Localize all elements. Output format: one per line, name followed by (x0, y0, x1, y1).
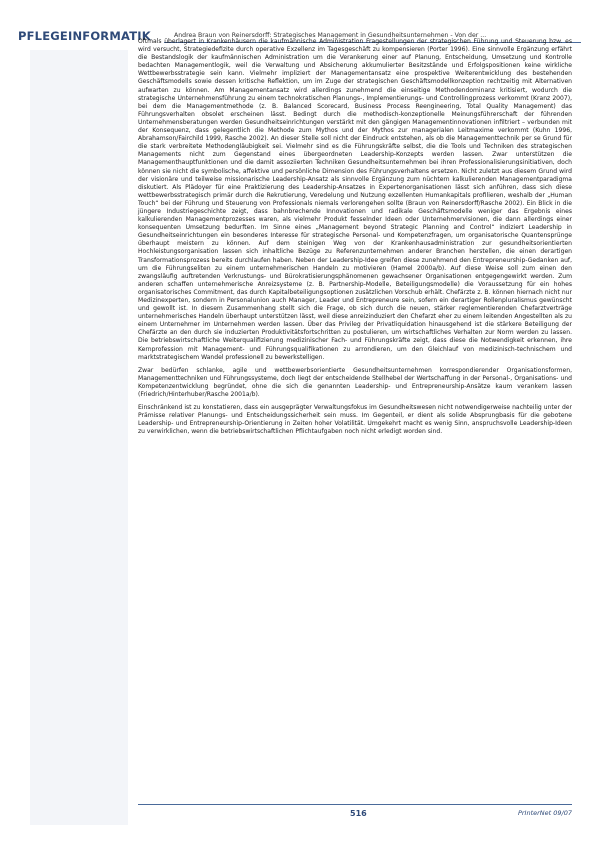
margin-column (30, 50, 128, 825)
paragraph: Zwar bedürfen schlanke, agile und wettbewerbsorientierte Gesundheitsunternehmen korrespondierender Organisationsformen, Managementtechniken und Führungssysteme, doch liegt der entscheidende Stellhebel der Wertschaffung in der Personal-, Organisations- und Kompetenzentwicklung begründet, ohne die sich die genannten Leadership- und Entrepreneurship-Ansätze kaum verankern lassen (Friedrich/Hinterhuber/Rasche 2001a/b). (138, 366, 572, 399)
page-footer (138, 804, 572, 824)
footer-rule (138, 804, 572, 805)
paragraph: Einschränkend ist zu konstatieren, dass ein ausgeprägter Verwaltungsfokus im Gesundheitswesen nicht notwendigerweise nachteilig unter der Prämisse relativer Planungs- und Entscheidungssicherheit sein muss. Im Gegenteil, er dient als solide Absprungbasis für die gebotene Leadership- und Entrepreneurship-Orientierung in Zeiten hoher Volatilität. Umgekehrt macht es wenig Sinn, anspruchsvolle Leadership-Ideen zu verwirklichen, wenn die betriebswirtschaftlichen Pflichtaufgaben noch nicht erledigt worden sind. (138, 404, 572, 436)
journal-brand: PFLEGEINFORMATIK (18, 29, 151, 43)
article-body (138, 38, 572, 442)
page-number: 516 (350, 809, 367, 818)
running-head: Andrea Braun von Reinersdorff: Strategisches Management in Gesundheitsunternehmen - Von der ... (174, 32, 487, 39)
journal-issue: PrInterNet 09/07 (517, 809, 572, 817)
paragraph: Oftmals überlagert in Krankenhäusern die kaufmännische Administration Fragestellungen der strategischen Führung und Steuerung bzw. es wird versucht, Strategiedefizite durch operative Exzellenz im Tagesgeschäft zu kompensieren (Porter 1996). Eine sinnvolle Ergänzung erfährt die Bestandslogik der kaufmännischen Administration um die Verankerung einer auf Planung, Entscheidung, Umsetzung und Kontrolle bedachten Managementlogik, weil die Verwaltung und Absicherung akkumulierter Besitzstände und Erfolgspositionen keine wirkliche Wettbewerbsstrategie sein kann. Vielmehr impliziert der Managementansatz eine prospektive Weiterentwicklung des bestehenden Geschäftsmodells sowie dessen kritische Reflektion, um im Zuge der strategischen Geschäftsmodellkonzeption rechtzeitig mit Alternativen aufwarten zu können. Am Managementansatz wird allerdings zunehmend die einseitige Methodendominanz kritisiert, wodurch die strategische Unternehmensführung zu einem technokratischen Planungs-, Implementierungs- und Controllingprozess verkommt (Kranz 2007), bei dem die Managementmethode (z. B. Balanced Scorecard, Business Process Reengineering, Total Quality Management) das Führungsverhalten obsolet erscheinen lässt. Bedingt durch die methodisch-konzeptionelle Meinungsführerschaft der führenden Unternehmensberatungen werden Gesundheitseinrichtungen verstärkt mit den gängigen Managementinnovationen infiltriert – verbunden mit der Konsequenz, dass gelegentlich die Methode zum Mythos und der Mythos zur managerialen Leitmaxime verkommt (Kuhn 1996, Abrahamson/Fairchild 1999, Rasche 2002). An dieser Stelle soll nicht der Eindruck entstehen, als ob die Managementtechnik per se Grund für die stark verbreitete Methodengläubigkeit sei. Vielmehr sind es die Führungskräfte selbst, die die Tools und Techniken des strategischen Managements nicht zum Gegenstand eines übergeordneten Leadership-Konzepts werden lassen. Zwar unterstützen die Managementhauptfunktionen und die damit assoziierten Techniken Gesundheitsunternehmen bei ihren Professionalisierungsinitiativen, doch können sie nicht die symbolische, affektive und persönliche Dimension des Führungsverhaltens ersetzen. Nicht zuletzt aus diesem Grund wird der visionäre und teilweise missionarische Leadership-Ansatz als sinnvolle Ergänzung zum nüchtern kalkulierenden Managementparadigma diskutiert. Als Plädoyer für eine Praktizierung des Leadership-Ansatzes in Expertenorganisationen lässt sich anführen, dass sich diese wettbewerbsstrategisch primär durch die Rekrutierung, Veredelung und Nutzung exzellenten Humankapitals profilieren, weshalb der „Human Touch“ bei der Führung und Steuerung von Professionals niemals verlorengehen sollte (Braun von Reinersdorff/Rasche 2002). Ein Blick in die jüngere Industriegeschichte zeigt, dass bahnbrechende Innovationen und radikale Geschäftsmodelle weniger das Ergebnis eines kalkulierenden Managementprozesses waren, als vielmehr Produkt fesselnder Ideen oder Unternehmervisionen, die dann allerdings einer konsequenten Umsetzung bedurften. Im Sinne eines „Management beyond Strategic Planning and Control“ indiziert Leadership in Gesundheitseinrichtungen ein besonderes Interesse für strategische Personal- und Kompetenzfragen, um organisatorische Quantensprünge überhaupt meistern zu können. Auf dem steinigen Weg von der Krankenhausadministration zur gesundheitsorientierten Hochleistungsorganisation lassen sich inhaltliche Bezüge zu Referenzunternehmen anderer Branchen herstellen, die einen derartigen Transformationsprozess bereits durchlaufen haben. Neben der Leadership-Idee greifen diese zunehmend den Entrepreneurship-Gedanken auf, um die Führungseliten zu einem unternehmerischen Handeln zu motivieren (Hamel 2000a/b). Auf diese Weise soll zum einen den zwangsläufig auftretenden Verkrustungs- und Bürokratisierungsphänomenen gewachsener Organisationen entgegengewirkt werden. Zum anderen schaffen unternehmerische Anreizsysteme (z. B. Partnership-Modelle, Beteiligungsmodelle) die Voraussetzung für ein hohes organisatorisches Commitment, das durch Kapitalbeteiligungsoptionen zusätzlichen Vorschub erhält. Chefärzte z. B. können hiernach nicht nur Medizinexperten, sondern in Personalunion auch Manager, Leader und Entrepreneure sein, sofern ein derartiger Rollenpluralismus gewünscht und gewollt ist. In diesem Zusammenhang stellt sich die Frage, ob sich durch die neuen, stärker reglementierenden Chefarztverträge unternehmerisches Handeln überhaupt unterstützen lässt, weil diese anreizinduziert den Chefarzt eher zu einem leitenden Angestellten als zu einem Unternehmer im Unternehmen werden lassen. Über das Privileg der Privatliquidation hinausgehend ist die stärkere Beteiligung der Chefärzte an den durch sie induzierten Produktivitätsfortschritten zu postulieren, um wirtschaftliches Verhalten zur Norm werden zu lassen. Die betriebswirtschaftliche Weiterqualifizierung medizinischer Fach- und Führungskräfte zeigt, dass diese die Notwendigkeit erkennen, ihre Kernprofession mit Management- und Führungsqualifikationen zu arrondieren, um den Gleichlauf von medizinisch-technischem und marktstrategischem Wandel professionell zu bewerkstelligen. (138, 38, 572, 361)
